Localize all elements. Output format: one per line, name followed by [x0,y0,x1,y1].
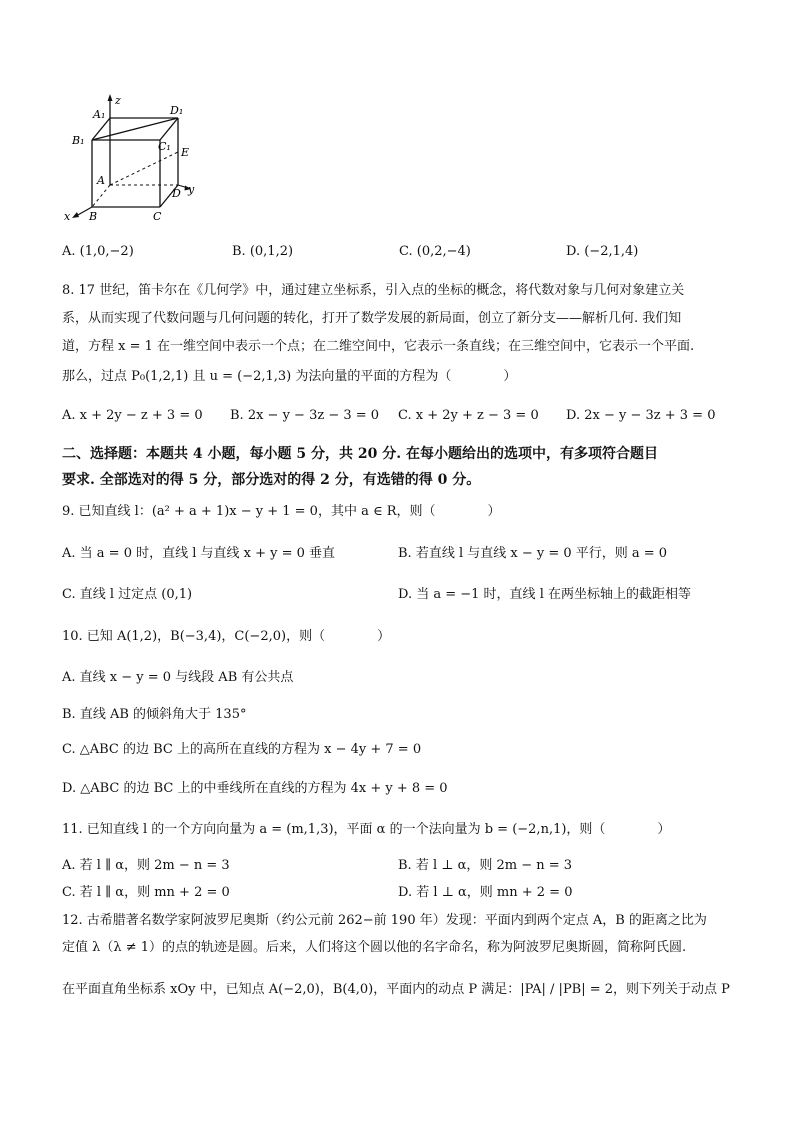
q8-option-c: C. x + 2y + z − 3 = 0 [398,408,539,423]
label-a: A [97,174,105,187]
axis-label-z: z [115,94,121,107]
q10-option-d: D. △ABC 的边 BC 上的中垂线所在直线的方程为 4x + y + 8 = 0 [62,781,448,796]
label-b: B [89,210,98,223]
label-d1: D₁ [170,104,184,117]
q8-option-d: D. 2x − y − 3z + 3 = 0 [566,408,716,423]
cube-figure [60,90,210,225]
label-e: E [181,146,190,159]
q9-option-d: D. 当 a = −1 时，直线 l 在两坐标轴上的截距相等 [398,587,691,602]
q9-option-a: A. 当 a = 0 时，直线 l 与直线 x + y = 0 垂直 [62,546,336,561]
section-heading-line-1: 二、选择题：本题共 4 小题，每小题 5 分，共 20 分. 在每小题给出的选项中，有多项符合题目 [62,446,658,462]
q11-stem: 11. 已知直线 l 的一个方向向量为 a = (m,1,3)，平面 α 的一个法向量为 b = (−2,n,1)，则（ ） [62,822,671,837]
section-heading-line-2: 要求. 全部选对的得 5 分，部分选对的得 2 分，有选错的得 0 分。 [62,472,481,488]
q8-stem-line-2: 系，从而实现了代数问题与几何问题的转化，打开了数学发展的新局面，创立了新分支——解析几何. 我们知 [62,311,682,326]
label-c1: C₁ [158,140,171,153]
q11-option-a: A. 若 l ∥ α，则 2m − n = 3 [62,858,230,873]
q12-stem-line-2: 定值 λ（λ ≠ 1）的点的轨迹是圆。后来，人们将这个圆以他的名字命名，称为阿波罗尼奥斯圆，简称阿氏圆. [62,940,687,955]
axis-label-x: x [64,210,71,223]
label-b1: B₁ [72,134,85,147]
label-d: D [172,187,181,200]
q10-stem: 10. 已知 A(1,2)，B(−3,4)，C(−2,0)，则（ ） [62,629,391,644]
q8-stem-line-1: 8. 17 世纪，笛卡尔在《几何学》中，通过建立坐标系，引入点的坐标的概念，将代数对象与几何对象建立关 [62,283,685,298]
q7-option-d: D. (−2,1,4) [566,244,639,259]
q10-option-c: C. △ABC 的边 BC 上的高所在直线的方程为 x − 4y + 7 = 0 [62,742,422,757]
q7-option-b: B. (0,1,2) [232,244,294,259]
q7-option-c: C. (0,2,−4) [399,244,471,259]
q9-stem: 9. 已知直线 l：(a² + a + 1)x − y + 1 = 0，其中 a ∈ R，则（ ） [62,504,501,519]
q10-option-b: B. 直线 AB 的倾斜角大于 135° [62,707,247,722]
q12-stem-line-3: 在平面直角坐标系 xOy 中，已知点 A(−2,0)，B(4,0)，平面内的动点 P 满足：|PA| / |PB| = 2，则下列关于动点 P [62,982,730,997]
axis-label-y: y [188,183,195,196]
q8-option-a: A. x + 2y − z + 3 = 0 [62,408,203,423]
q8-stem-line-3: 道，方程 x = 1 在一维空间中表示一个点；在二维空间中，它表示一条直线；在三维空间中，它表示一个平面. [62,339,695,354]
q7-option-a: A. (1,0,−2) [62,244,134,259]
q9-option-b: B. 若直线 l 与直线 x − y = 0 平行，则 a = 0 [398,546,668,561]
q11-option-d: D. 若 l ⊥ α，则 mn + 2 = 0 [398,885,573,900]
q11-option-b: B. 若 l ⊥ α，则 2m − n = 3 [398,858,573,873]
q11-option-c: C. 若 l ∥ α，则 mn + 2 = 0 [62,885,230,900]
q12-stem-line-1: 12. 古希腊著名数学家阿波罗尼奥斯（约公元前 262−前 190 年）发现：平面内到两个定点 A，B 的距离之比为 [62,913,707,928]
label-c: C [153,210,162,223]
label-a1: A₁ [93,108,106,121]
q8-option-b: B. 2x − y − 3z − 3 = 0 [230,408,380,423]
q10-option-a: A. 直线 x − y = 0 与线段 AB 有公共点 [62,670,294,685]
q8-stem-line-4: 那么，过点 P₀(1,2,1) 且 u = (−2,1,3) 为法向量的平面的方程为（ ） [62,369,517,384]
q9-option-c: C. 直线 l 过定点 (0,1) [62,587,193,602]
